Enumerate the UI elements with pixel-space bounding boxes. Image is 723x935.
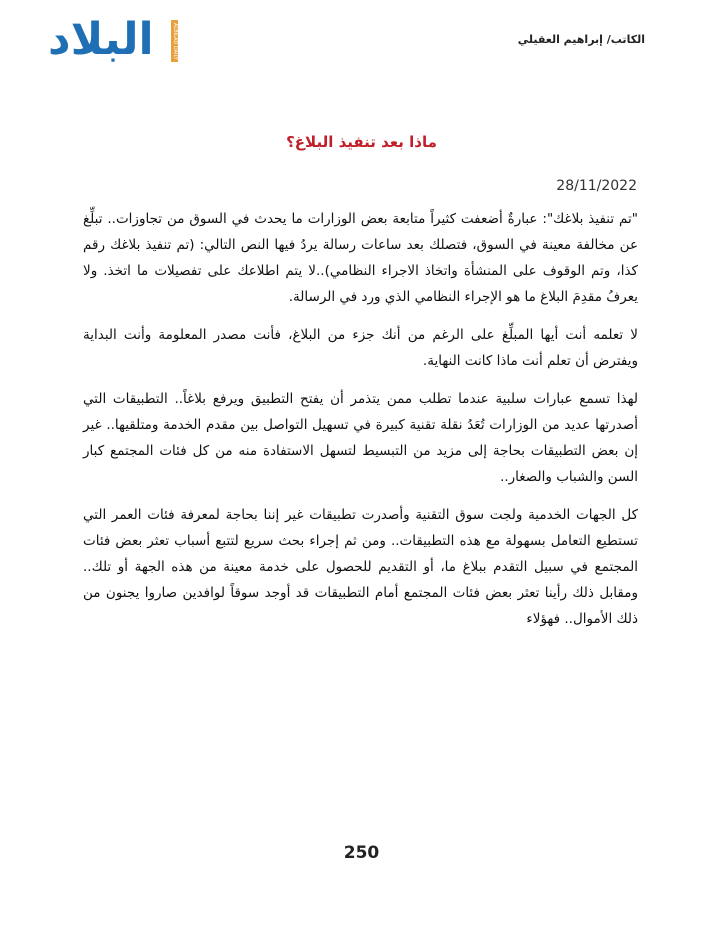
logo-tagline: ALBILAD DAILY — [171, 20, 178, 62]
author-name: الكاتب/ إبراهيم العقيلي — [517, 33, 645, 46]
article-date: 28/11/2022 — [556, 178, 637, 194]
article-title: ماذا بعد تنفيذ البلاغ؟ — [286, 133, 437, 151]
article-paragraph: لا تعلمه أنت أيها المبلِّغ على الرغم من أنك جزء من البلاغ، فأنت مصدر المعلومة وأنت البداية ويفترض أن تعلم أنت ماذا كانت النهاية. — [83, 327, 638, 369]
article-paragraph: كل الجهات الخدمية ولجت سوق التقنية وأصدرت تطبيقات غير إننا بحاجة لمعرفة فئات العمر التي تستطيع التعامل بسهولة مع هذه التطبيقات.. ومن ثم إجراء بحث سريع لتتبع أسباب تعثر بعض فئات المجتمع في سبيل التقدم ببلاغ ما، أو التقديم للحصول على خدمة معينة من هذه الجهة أو تلك.. ومقابل ذلك رأينا تعثر بعض فئات المجتمع أمام التطبيقات قد أوجد سوقاً لوافدين صاروا يجنون من ذلك الأموال.. فهؤلاء — [83, 507, 638, 627]
article-paragraph: لهذا تسمع عبارات سلبية عندما تطلب ممن يتذمر أن يفتح التطبيق ويرفع بلاغاً.. التطبيقات التي أصدرتها عديد من الوزارات تُعَدُ نقلة تقنية كبيرة في تسهيل التواصل بين مقدم الخدمة ومتلقيها.. غير إن بعض التطبيقات بحاجة إلى مزيد من التبسيط لتسهل الاستفادة منه من كل فئات المجتمع كبار السن والشباب والصغار.. — [83, 391, 638, 485]
article-paragraph: "تم تنفيذ بلاغك": عبارةٌ أضعفت كثيراً متابعة بعض الوزارات ما يحدث في السوق من تجاوزات.. تبلِّغ عن مخالفة معينة في السوق، فتصلك بعد ساعات رسالة يردُ فيها النص التالي: (تم تنفيذ بلاغك رقم كذا، وتم الوقوف على المنشأة واتخاذ الاجراء النظامي)..لا يتم اطلاعك على تفصيلات ما اتخذ. ولا يعرفُ مقدِمَ البلاغ ما هو الإجراء النظامي الذي ورد في الرسالة. — [83, 211, 638, 305]
page-number: 250 — [343, 843, 380, 863]
article-body — [83, 206, 638, 644]
logo-text: البلاد — [48, 14, 154, 65]
albilad-logo — [48, 14, 178, 66]
